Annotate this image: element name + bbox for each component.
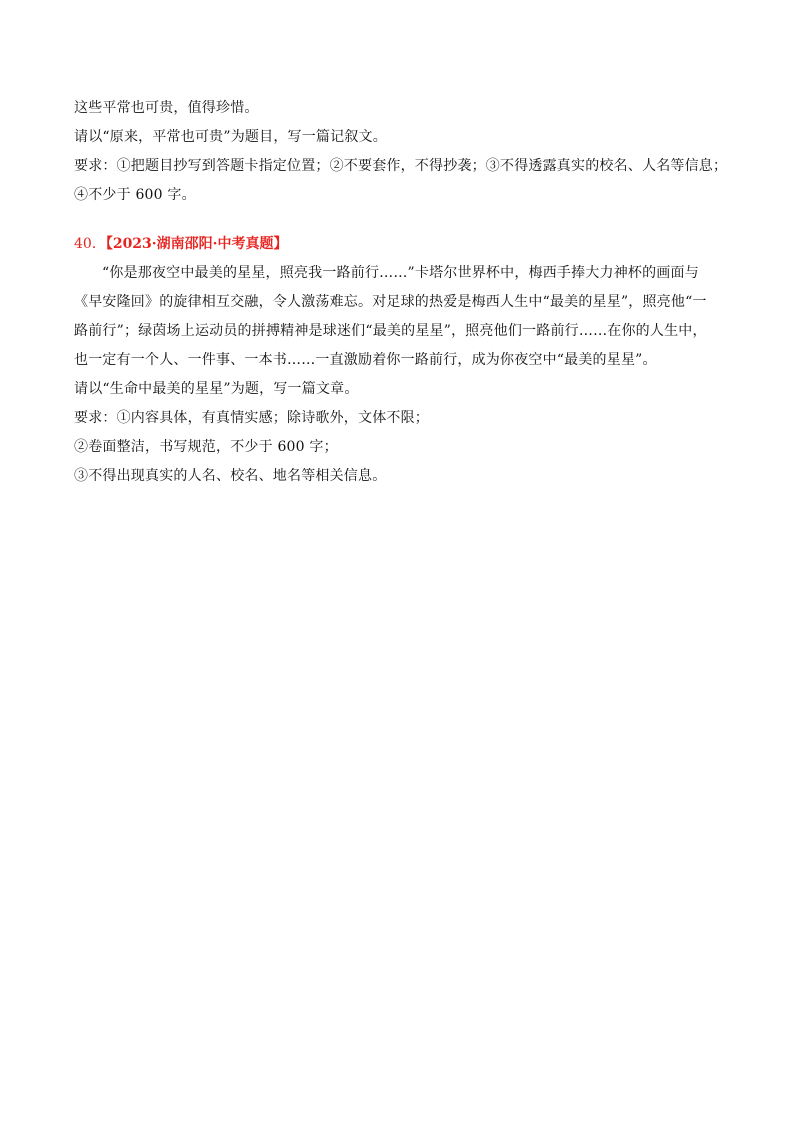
page-content [74, 94, 728, 491]
passage-line: 路前行”；绿茵场上运动员的拼搏精神是球迷们“最美的星星”，照亮他们一路前行……在你的人生中， [74, 323, 707, 339]
question-passage [74, 259, 728, 375]
previous-requirements-line: 要求：①把题目抄写到答题卡指定位置；②不要套作，不得抄袭；③不得透露真实的校名、人名等信息； [74, 158, 728, 174]
requirement-line: ③不得出现真实的人名、校名、地名等相关信息。 [74, 468, 387, 484]
previous-requirements-line: ④不少于 600 字。 [74, 187, 196, 203]
previous-prompt-line: 请以“原来，平常也可贵”为题目，写一篇记叙文。 [74, 129, 387, 145]
requirement-line: 要求：①内容具体，有真情实感；除诗歌外，文体不限； [74, 410, 429, 426]
question-number: 40． [74, 236, 106, 252]
question-prompt [74, 375, 728, 491]
prompt-line: 请以“生命中最美的星星”为题，写一篇文章。 [74, 381, 359, 397]
passage-line: 也一定有一个人、一件事、一本书……一直激励着你一路前行，成为你夜空中“最美的星星”。 [74, 352, 657, 368]
passage-line: 《早安隆回》的旋律相互交融，令人激荡难忘。对足球的热爱是梅西人生中“最美的星星”，照亮他“一 [74, 294, 707, 310]
section-gap [74, 210, 728, 230]
question-source: 【2023·湖南邵阳·中考真题】 [105, 236, 288, 252]
previous-question-tail [74, 94, 728, 210]
requirement-line: ②卷面整洁，书写规范，不少于 600 字； [74, 439, 338, 455]
passage-line: “你是那夜空中最美的星星，照亮我一路前行……”卡塔尔世界杯中，梅西手捧大力神杯的画面与 [102, 265, 699, 281]
previous-line: 这些平常也可贵，值得珍惜。 [74, 100, 259, 116]
question-header [74, 230, 728, 259]
